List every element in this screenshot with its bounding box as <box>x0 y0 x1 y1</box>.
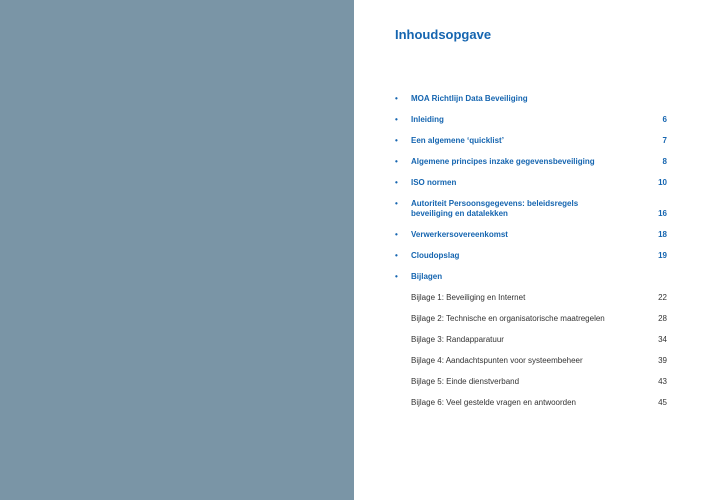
toc-entry <box>395 178 667 188</box>
toc-entry-page: 18 <box>658 230 667 239</box>
toc-entry-label: Bijlagen <box>411 272 443 281</box>
toc-appendix-entry <box>395 314 667 324</box>
toc-entry-label: Verwerkersovereenkomst <box>411 230 508 239</box>
toc-entry-label: Cloudopslag <box>411 251 460 260</box>
toc-entry <box>395 136 667 146</box>
toc-entry <box>395 251 667 261</box>
toc-appendix-label: Bijlage 6: Veel gestelde vragen en antwoorden <box>411 398 577 407</box>
toc-entry <box>395 157 667 167</box>
bullet-icon: • <box>395 251 398 260</box>
toc-appendix-label: Bijlage 2: Technische en organisatorische maatregelen <box>411 314 605 323</box>
toc-appendix-page: 43 <box>658 377 667 386</box>
toc-appendix-label: Bijlage 4: Aandachtspunten voor systeembeheer <box>411 356 583 365</box>
toc-page <box>354 0 708 500</box>
toc-appendix-entry <box>395 335 667 345</box>
toc-entry-label-line1: Autoriteit Persoonsgegevens: beleidsregels <box>411 199 579 208</box>
toc-entry-label-line2: beveiliging en datalekken <box>411 209 508 218</box>
bullet-icon: • <box>395 199 398 208</box>
toc-appendix-entry <box>395 377 667 387</box>
toc-appendix-label: Bijlage 1: Beveiliging en Internet <box>411 293 526 302</box>
toc-appendix-entry <box>395 356 667 366</box>
toc-appendix-page: 39 <box>658 356 667 365</box>
bullet-icon: • <box>395 157 398 166</box>
toc-entry-page: 19 <box>658 251 667 260</box>
toc-appendix-entry <box>395 398 667 408</box>
toc-entry-page: 8 <box>662 157 667 166</box>
toc-entry-label: ISO normen <box>411 178 457 187</box>
toc-appendix-entry <box>395 293 667 303</box>
toc-entry-page: 6 <box>662 115 667 124</box>
toc-entry-page: 7 <box>662 136 667 145</box>
toc-entry-label: Algemene principes inzake gegevensbeveiliging <box>411 157 595 166</box>
bullet-icon: • <box>395 272 398 281</box>
toc-appendix-label: Bijlage 5: Einde dienstverband <box>411 377 520 386</box>
bullet-icon: • <box>395 178 398 187</box>
bullet-icon: • <box>395 115 398 124</box>
toc-entry-label <box>411 199 643 219</box>
toc-appendix-page: 28 <box>658 314 667 323</box>
toc-list <box>395 94 667 408</box>
toc-entry <box>395 230 667 240</box>
toc-entry-label: Inleiding <box>411 115 444 124</box>
toc-entry <box>395 94 667 104</box>
toc-appendix-page: 45 <box>658 398 667 407</box>
toc-appendix-page: 22 <box>658 293 667 302</box>
toc-entry-label: MOA Richtlijn Data Beveiliging <box>411 94 528 103</box>
toc-entry <box>395 272 667 282</box>
toc-entry <box>395 199 667 219</box>
bullet-icon: • <box>395 230 398 239</box>
toc-appendix-page: 34 <box>658 335 667 344</box>
toc-appendix-label: Bijlage 3: Randapparatuur <box>411 335 504 344</box>
toc-entry-page: 16 <box>658 209 667 218</box>
toc-entry-page: 10 <box>658 178 667 187</box>
page-title: Inhoudsopgave <box>395 27 492 42</box>
bullet-icon: • <box>395 94 398 103</box>
toc-entry-label: Een algemene ‘quicklist’ <box>411 136 504 145</box>
toc-entry <box>395 115 667 125</box>
bullet-icon: • <box>395 136 398 145</box>
